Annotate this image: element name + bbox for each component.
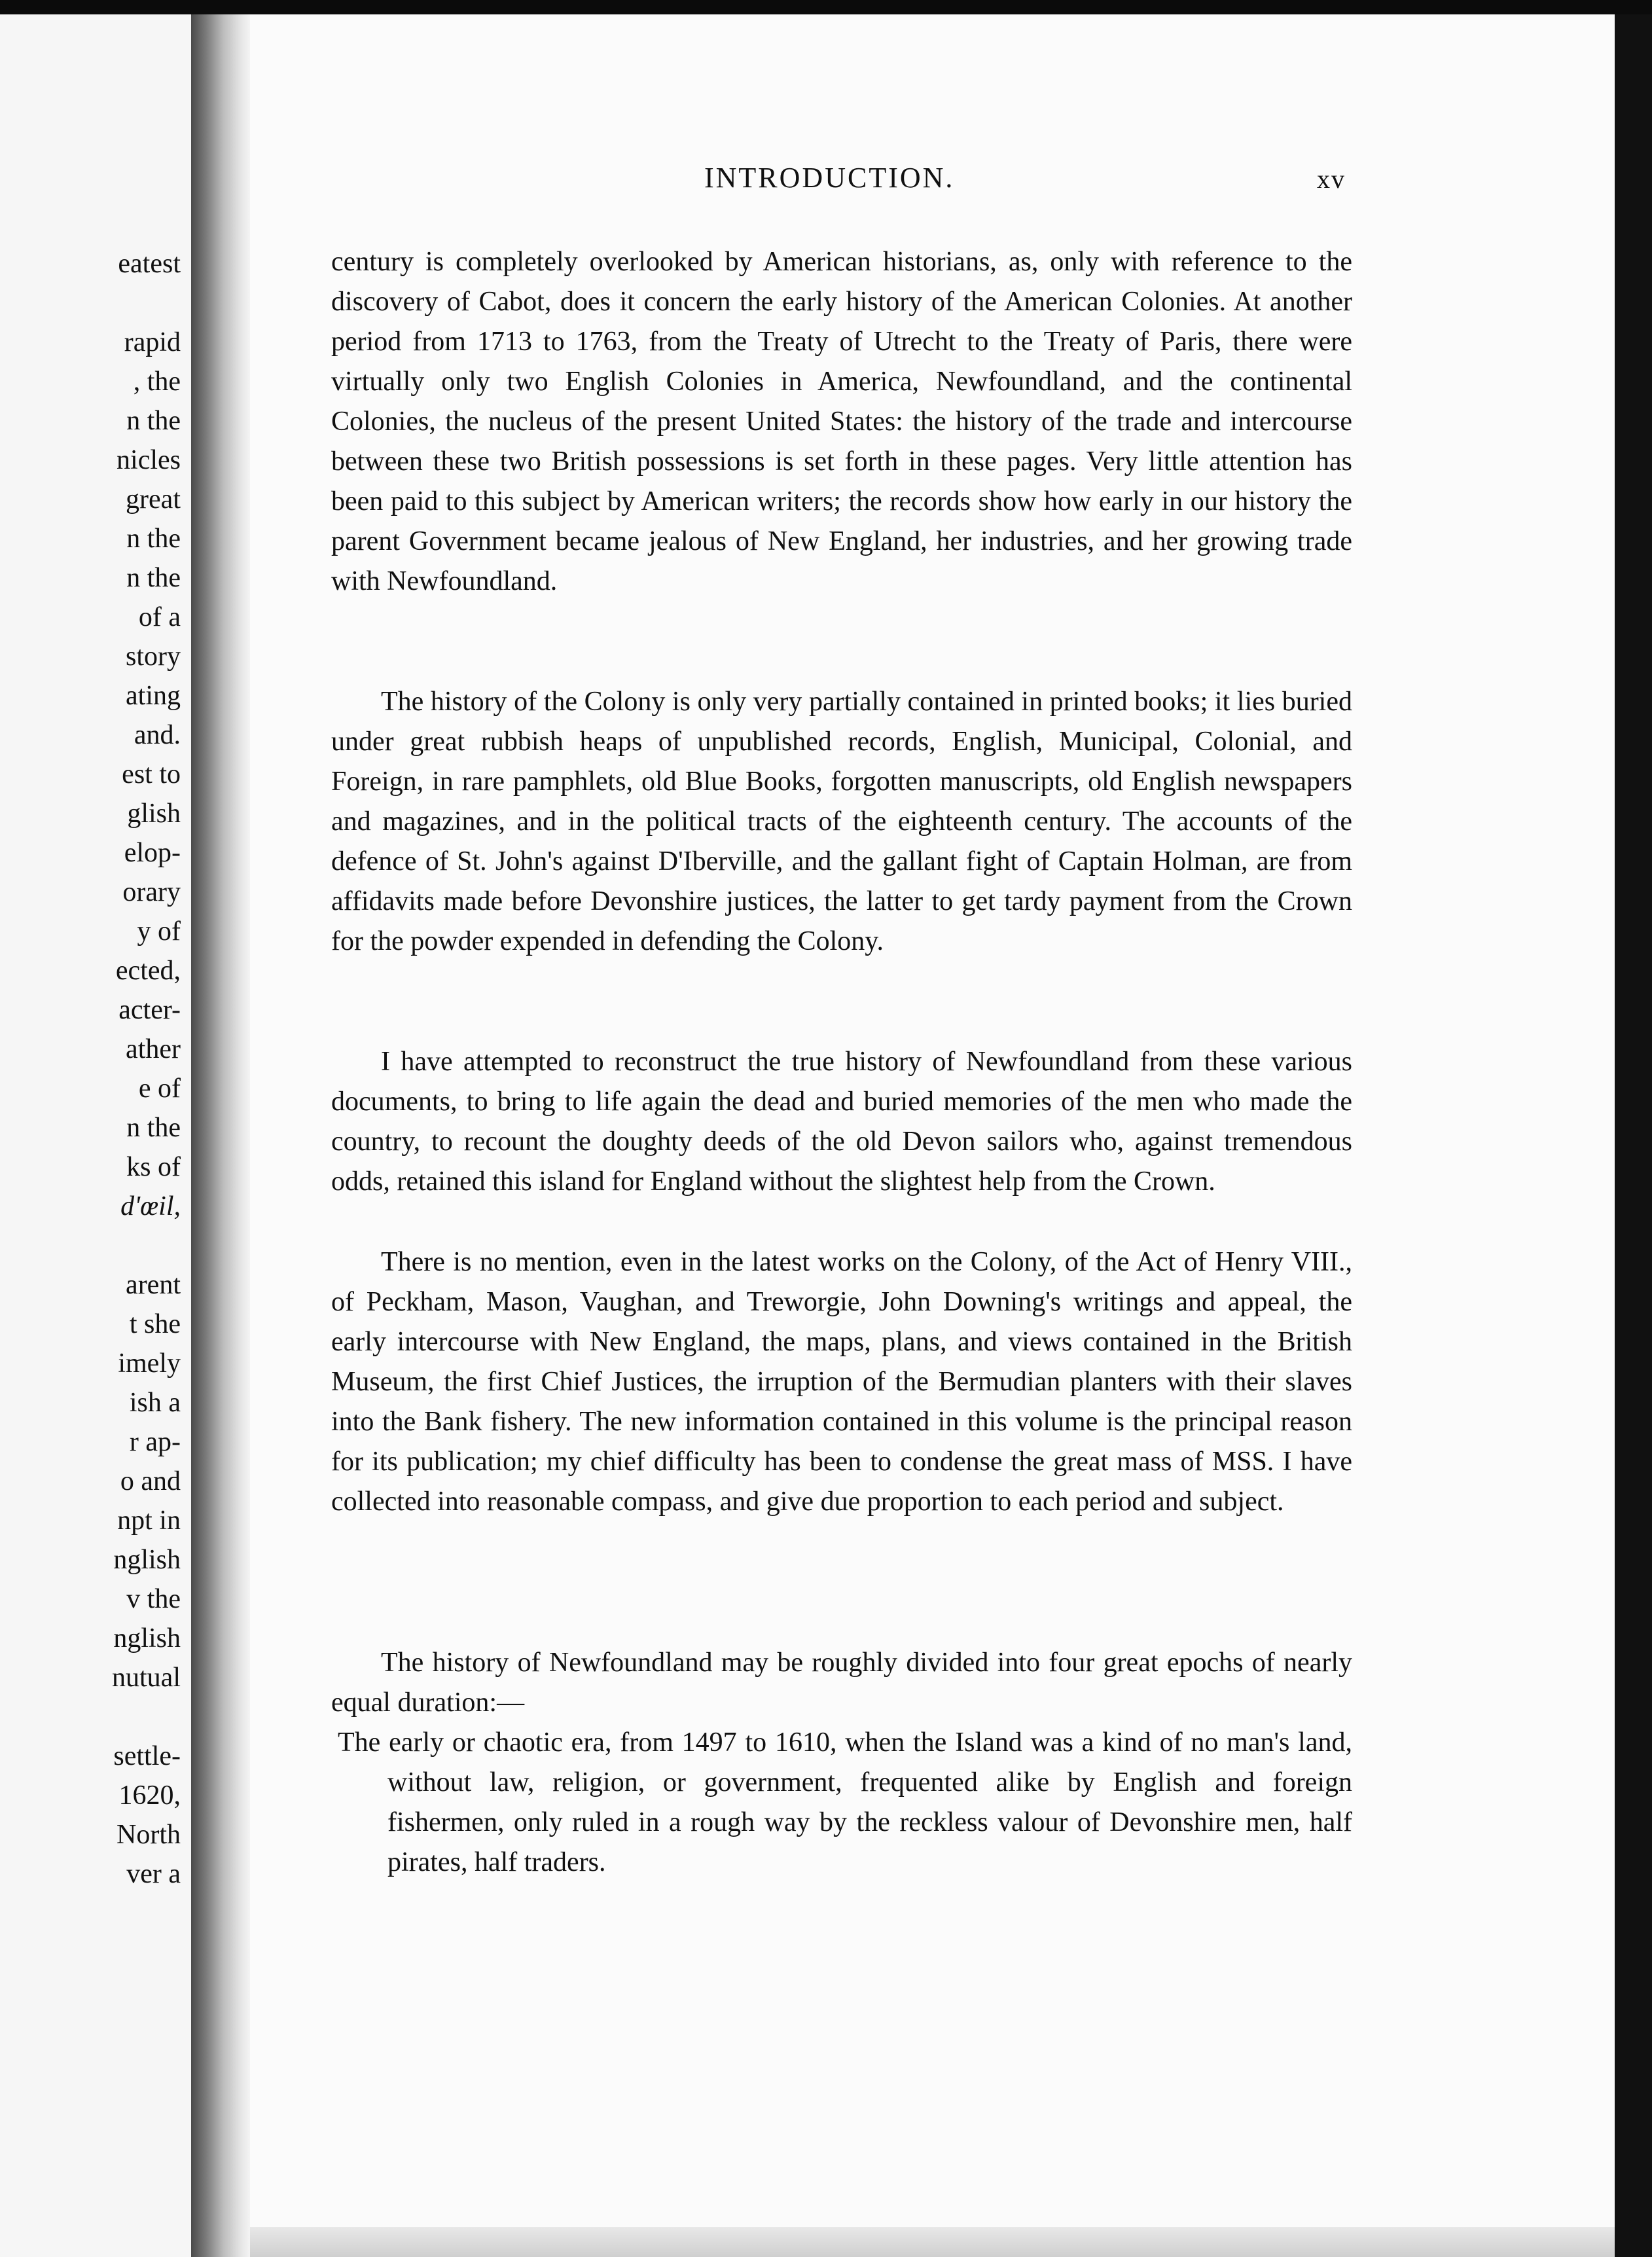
paragraph [331,682,1352,962]
line-fragment: nglish [113,1545,181,1575]
line-fragment: n the [126,563,181,593]
line-fragment: rapid [124,327,181,357]
line-fragment: ather [126,1034,181,1064]
line-fragment: nutual [112,1663,181,1693]
line-fragment: npt in [117,1506,181,1536]
line-fragment: v the [126,1584,181,1614]
line-fragment: ver a [126,1859,181,1889]
line-fragment: , the [133,367,181,397]
paragraph-text: There is no mention, even in the latest works on the Colony, of the Act of Henry VIII., of Peckham, Mason, Vaughan, and Treworgie, John Downing's writings and appeal, the early intercourse with New England, the maps, plans, and views contained in the British Museum, the first Chief Justices, the irruption of the Bermudian planters with their slaves into the Bank fishery. The new information contained in this volume is the principal reason for its publication; my chief difficulty has been to condense the great mass of MSS. I have collected into reasonable compass, and give due proportion to each period and subject. [331,1247,1352,1517]
paragraph-text: century is completely overlooked by American historians, as, only with reference to the discovery of Cabot, does it concern the early history of the American Colonies. At another period from 1713 to 1763, from the Treaty of Utrecht to the Treaty of Paris, there were virtually only two English Colonies in America, Newfoundland, and the continental Colonies, the nucleus of the present United States: the history of the trade and intercourse between these two British possessions is set forth in these pages. Very little attention has been paid to this subject by American writers; the records show how early in our history the parent Government became jealous of New England, her industries, and her growing trade with Newfoundland. [331,247,1352,596]
line-fragment: arent [126,1270,181,1300]
line-fragment: settle- [113,1741,181,1771]
line-fragment: elop- [124,838,181,868]
line-fragment: y of [137,916,181,947]
line-fragment: eatest [118,249,181,279]
line-fragment: great [126,484,181,515]
paragraph-epochs-intro [331,1643,1352,1723]
line-fragment: ected, [115,956,181,986]
facing-page-fragment [0,14,191,2257]
paragraph-continued [331,242,1352,602]
line-fragment: nglish [113,1623,181,1653]
running-title: INTRODUCTION. [704,162,955,194]
line-fragment: nicles [117,445,181,475]
line-fragment: and. [134,720,181,750]
epoch-list-item [338,1723,1352,1883]
line-fragment: ish a [129,1388,181,1418]
epoch-text: The early or chaotic era, from 1497 to 1610, when the Island was a kind of no man's land, without law, religion, or government, frequented alike by English and foreign fishermen, only ruled in a rough way by the reckless valour of Devonshire men, half pirates, half traders. [338,1727,1352,1877]
page-bottom-edge [250,2227,1615,2257]
paragraph-text: The history of Newfoundland may be roughly divided into four great epochs of nearly equal duration:— [331,1648,1352,1718]
scan-right-border [1615,14,1652,2257]
line-fragment: of a [138,602,181,632]
paragraph [331,1042,1352,1202]
line-fragment: acter- [118,995,181,1025]
line-fragment: 1620, [118,1780,181,1811]
line-fragment: o and [120,1466,181,1496]
paragraph [331,1242,1352,1522]
line-fragment: r ap- [129,1427,181,1457]
line-fragment: n the [126,406,181,436]
line-fragment: ating [126,681,181,711]
line-fragment: orary [122,877,181,907]
line-fragment: e of [138,1074,181,1104]
line-fragment: North [117,1820,181,1850]
paragraph-text: The history of the Colony is only very partially contained in printed books; it lies buried under great rubbish heaps of unpublished records, English, Municipal, Colonial, and Foreign, in rare pamphlets, old Blue Books, forgotten manuscripts, old English newspapers and magazines, and in the political tracts of the eighteenth century. The accounts of the defence of St. John's against D'Iberville, and the gallant fight of Captain Holman, are from affidavits made before Devonshire justices, the latter to get tardy payment from the Crown for the powder expended in defending the Colony. [331,687,1352,956]
line-fragment: n the [126,1113,181,1143]
line-fragment: glish [127,799,181,829]
line-fragment: story [126,641,181,672]
line-fragment: t she [129,1309,181,1339]
line-fragment: n the [126,524,181,554]
paragraph-text: I have attempted to reconstruct the true history of Newfoundland from these various documents, to bring to life again the dead and buried memories of the men who made the country, to recount the doughty deeds of the old Devon sailors who, against tremendous odds, retained this island for England without the slightest help from the Crown. [331,1047,1352,1197]
line-fragment: ks of [126,1152,181,1182]
scan-top-border [0,0,1652,14]
book-gutter-shadow [191,14,250,2257]
line-fragment: d'œil, [120,1191,181,1221]
page-number: xv [1317,164,1346,194]
line-fragment: est to [122,759,181,789]
line-fragment: imely [118,1348,181,1379]
